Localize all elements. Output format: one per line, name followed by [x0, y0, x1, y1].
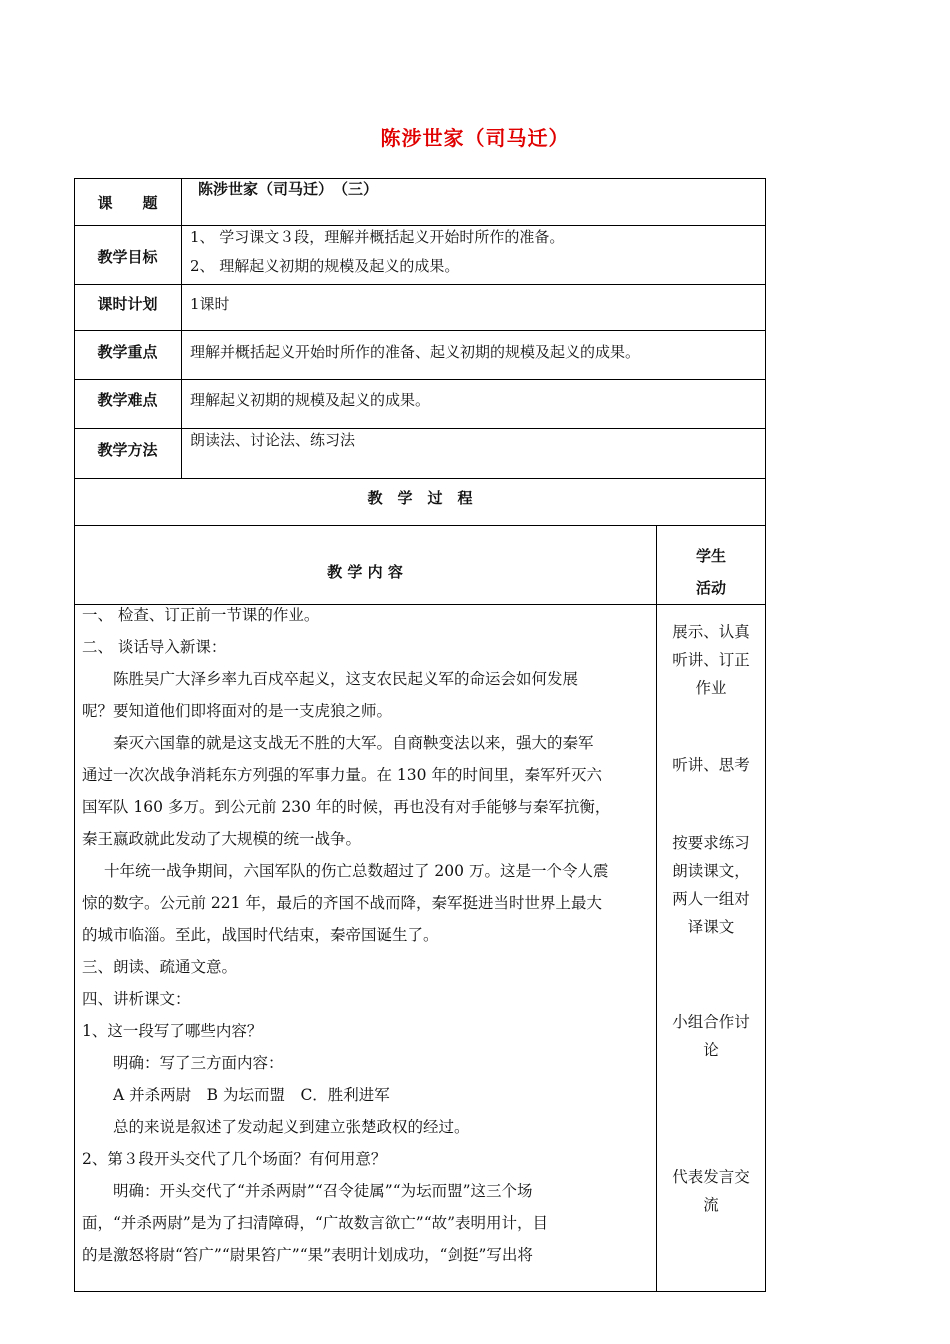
- content-line: 秦王嬴政就此发动了大规模的统一战争。: [82, 830, 362, 848]
- activity-line: 听讲、订正: [672, 651, 750, 669]
- content-line: 一、 检查、订正前一节课的作业。: [82, 606, 320, 624]
- content-line: 明确：开头交代了“并杀两尉”“召令徒属”“为坛而盟”这三个场: [113, 1182, 533, 1200]
- activity-column-divider: [656, 525, 657, 1292]
- document-title: 陈涉世家（司马迁）: [380, 126, 570, 150]
- activity-header-line: 活动: [695, 579, 726, 597]
- content-line: 四、讲析课文：: [82, 990, 191, 1008]
- activity-line: 译课文: [687, 918, 735, 936]
- content-line: 通过一次次战争消耗东方列强的军事力量。在 130 年的时间里，秦军歼灭六: [82, 766, 602, 784]
- content-line: 秦灭六国靠的就是这支战无不胜的大军。自商鞅变法以来，强大的秦军: [113, 734, 594, 752]
- goals-label: 教学目标: [97, 248, 158, 266]
- content-line: 明确：写了三方面内容：: [113, 1054, 284, 1072]
- method-value: 朗读法、讨论法、练习法: [190, 431, 356, 449]
- activity-line: 两人一组对: [672, 890, 750, 908]
- activity-line: 作业: [695, 679, 727, 697]
- topic-label: 课 题: [97, 194, 158, 212]
- hours-value: 1课时: [190, 295, 230, 313]
- content-line: 的城市临淄。至此，战国时代结束，秦帝国诞生了。: [82, 926, 439, 944]
- activity-block: [658, 1008, 764, 1064]
- activity-line: 论: [703, 1041, 719, 1059]
- content-line: 三、朗读、疏通文意。: [82, 958, 238, 976]
- row-divider: [74, 330, 766, 331]
- activity-line: 听讲、思考: [672, 756, 750, 774]
- content-line: 总的来说是叙述了发动起义到建立张楚政权的经过。: [113, 1118, 470, 1136]
- goal-item: 2、 理解起义初期的规模及起义的成果。: [190, 257, 460, 275]
- activity-line: 朗读课文，: [672, 862, 750, 880]
- row-divider: [74, 284, 766, 285]
- content-line: 国军队 160 多万。到公元前 230 年的时候，再也没有对手能够与秦军抗衡，: [82, 798, 611, 816]
- activity-line: 代表发言交: [672, 1168, 750, 1186]
- content-line: 十年统一战争期间，六国军队的伤亡总数超过了 200 万。这是一个令人震: [104, 862, 609, 880]
- content-line: 惊的数字。公元前 221 年，最后的齐国不战而降，秦军挺进当时世界上最大: [82, 894, 602, 912]
- topic-value: 陈涉世家（司马迁） （三）: [198, 180, 379, 198]
- content-header: 教 学 内 容: [327, 563, 403, 581]
- content-line: 的是激怒将尉“笞广”“尉果笞广”“果”表明计划成功，“剑挺”写出将: [82, 1246, 533, 1264]
- content-line: 呢？要知道他们即将面对的是一支虎狼之师。: [82, 702, 393, 720]
- content-line: 2、第３段开头交代了几个场面？有何用意？: [82, 1150, 387, 1168]
- activity-block: [658, 1163, 764, 1219]
- row-divider: [74, 525, 766, 526]
- activity-line: 小组合作讨: [672, 1013, 750, 1031]
- content-line: 陈胜吴广大泽乡率九百戍卒起义，这支农民起义军的命运会如何发展: [113, 670, 579, 688]
- focus-value: 理解并概括起义开始时所作的准备、起义初期的规模及起义的成果。: [190, 343, 641, 361]
- process-heading: 教 学 过 程: [367, 489, 473, 507]
- method-label: 教学方法: [97, 441, 158, 459]
- row-divider: [74, 428, 766, 429]
- content-line: 1、这一段写了哪些内容？: [82, 1022, 263, 1040]
- activity-line: 展示、认真: [672, 623, 750, 641]
- content-line: A 并杀两尉 B 为坛而盟 C．胜利进军: [113, 1086, 390, 1104]
- content-line: 面，“并杀两尉”是为了扫清障碍，“广故数言欲亡”“故”表明用计，目: [82, 1214, 549, 1232]
- focus-label: 教学重点: [97, 343, 158, 361]
- content-line: 二、 谈话导入新课：: [82, 638, 227, 656]
- activity-block: [658, 751, 764, 779]
- activity-block: [658, 618, 764, 702]
- activity-block: [658, 829, 764, 941]
- goal-item: 1、 学习课文３段，理解并概括起义开始时所作的准备。: [190, 228, 565, 246]
- activity-header-line: 学生: [695, 547, 726, 565]
- hours-label: 课时计划: [97, 295, 158, 313]
- difficulty-label: 教学难点: [97, 391, 158, 409]
- difficulty-value: 理解起义初期的规模及起义的成果。: [190, 391, 431, 409]
- row-divider: [74, 379, 766, 380]
- teaching-content: [82, 599, 650, 1271]
- row-divider: [74, 478, 766, 479]
- activity-line: 按要求练习: [672, 834, 750, 852]
- activity-line: 流: [703, 1196, 719, 1214]
- info-column-divider: [181, 178, 182, 479]
